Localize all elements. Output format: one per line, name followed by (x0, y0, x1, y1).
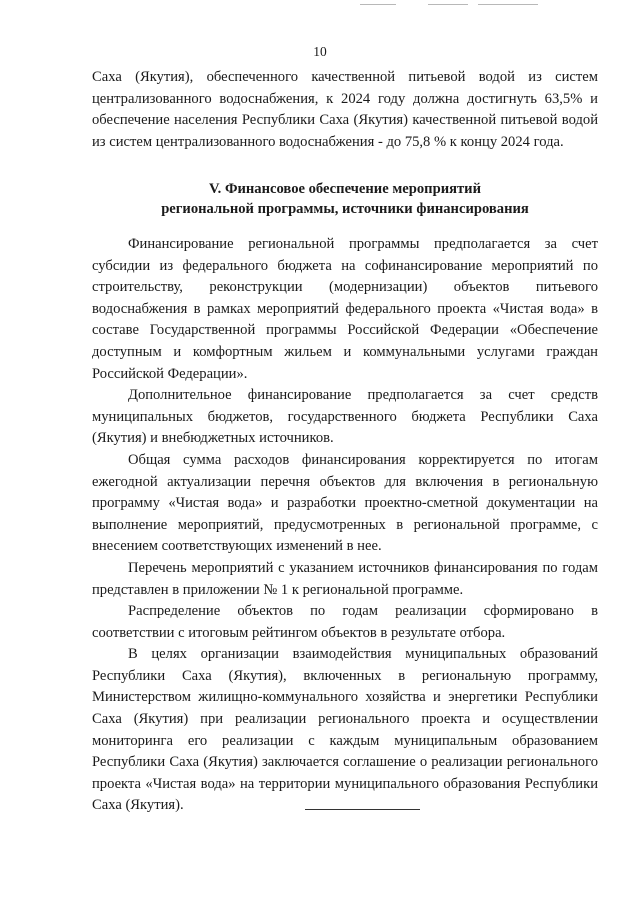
closing-divider (305, 809, 420, 810)
paragraph-total-expenses: Общая сумма расходов финансирования корректируется по итогам ежегодной актуализации перечня объектов для включения в региональную программу «Чистая вода» и разработки проектно-сметной документации на выполнение мероприятий, предусмотренных в региональной программе, с внесением соответствующих изменений в нее. (92, 451, 598, 555)
paragraph-objects-distribution: Распределение объектов по годам реализации сформировано в соответствии с итоговым рейтингом объектов в результате отбора. (92, 603, 598, 641)
paragraph-additional-financing: Дополнительное финансирование предполагается за счет средств муниципальных бюджетов, государственного бюджета Республики Саха (Якутия) и внебюджетных источников. (92, 387, 598, 447)
page-number: 10 (313, 44, 327, 59)
intro-paragraph: Саха (Якутия), обеспеченного качественной питьевой водой из систем централизованного водоснабжения, к 2024 году должна достигнуть 63,5% и обеспечение населения Республики Саха (Якутия) качественной питьевой водой из систем централизованного водоснабжения - до 75,8 % к концу 2024 года. (92, 69, 598, 150)
section-heading-line-1: V. Финансовое обеспечение мероприятий (209, 181, 481, 197)
scan-artifact-lines (360, 4, 560, 8)
paragraph-activities-list: Перечень мероприятий с указанием источников финансирования по годам представлен в приложении № 1 к региональной программе. (92, 559, 598, 598)
intro-paragraph-block (92, 67, 598, 153)
paragraph-financing-source: Финансирование региональной программы предполагается за счет субсидии из федерального бюджета на софинансирование мероприятий по строительству, реконструкции (модернизации) объектов питьевого водоснабжения в рамках мероприятий федерального проекта «Чистая вода» в составе Государственной программы Российской Федерации «Обеспечение доступным и комфортным жильем и коммунальными услугами граждан Российской Федерации». (92, 236, 598, 382)
section-heading (92, 179, 598, 219)
section-heading-line-2: региональной программы, источники финансирования (161, 201, 529, 217)
paragraph-municipal-cooperation: В целях организации взаимодействия муниципальных образований Республики Саха (Якутия), включенных в региональную программу, Министерством жилищно-коммунального хозяйства и энергетики Республики Саха (Якутия) при реализации регионального проекта и осуществлении мониторинга его реализации с каждым муниципальным образованием Республики Саха (Якутия) заключается соглашение о реализации регионального проекта «Чистая вода» на территории муниципального образования Республики Саха (Якутия). (92, 646, 598, 814)
section-body (92, 234, 598, 817)
